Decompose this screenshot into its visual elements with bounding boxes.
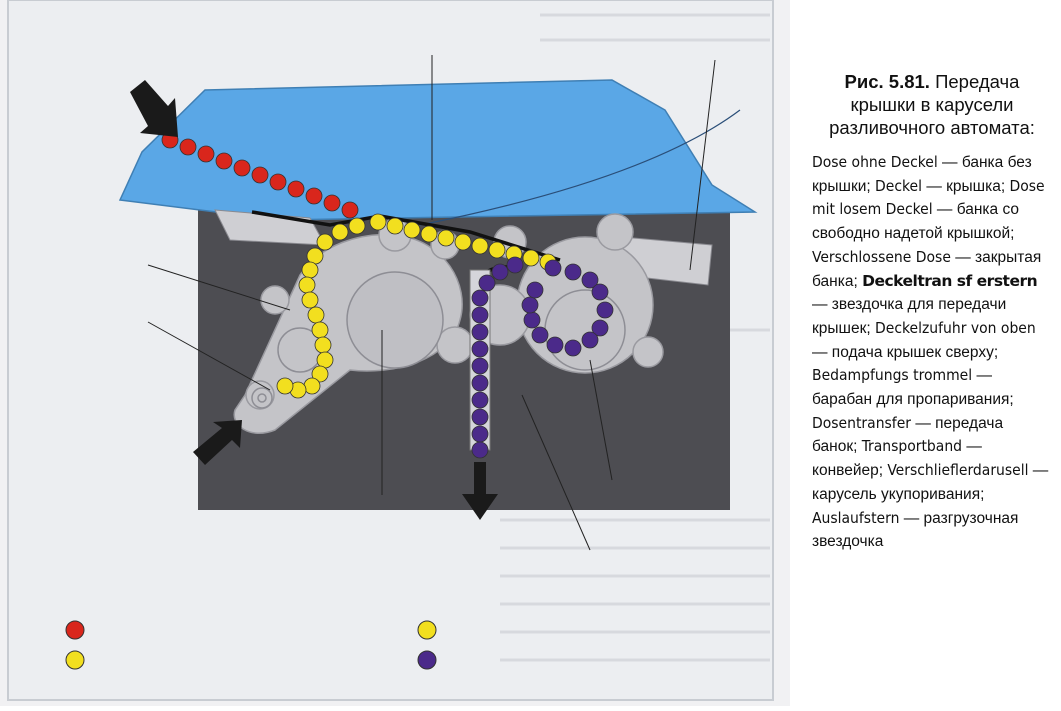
lid <box>299 277 315 293</box>
legend-definition: — разгрузочная звездочка <box>812 509 1019 551</box>
closed-can <box>472 392 488 408</box>
legend-definition: — банка без крышки; <box>812 154 1032 195</box>
legend-term: Deckeltran sf erstern <box>862 271 1038 290</box>
legend-dot-closed_purple <box>418 651 436 669</box>
closed-can <box>545 260 561 276</box>
can-without-lid <box>324 195 340 211</box>
closed-can <box>597 302 613 318</box>
closed-can <box>522 297 538 313</box>
closed-can <box>472 426 488 442</box>
lid <box>489 242 505 258</box>
closed-can <box>472 324 488 340</box>
closed-can <box>492 264 508 280</box>
legend-dot-can_red <box>66 621 84 639</box>
closed-can <box>472 307 488 323</box>
lid <box>455 234 471 250</box>
lid <box>472 238 488 254</box>
closed-can <box>472 409 488 425</box>
legend-definition: — закрытая банка; <box>812 248 1042 290</box>
legend-dot-lid_yellow <box>418 621 436 639</box>
closed-can <box>507 257 523 273</box>
lid <box>302 262 318 278</box>
legend-term: Dose mit losem Deckel <box>812 176 1045 219</box>
lid <box>370 214 386 230</box>
lid <box>312 322 328 338</box>
lid <box>438 230 454 246</box>
legend-list <box>812 151 1052 554</box>
legend-term: Dose ohne Deckel <box>812 153 938 171</box>
closed-can <box>472 358 488 374</box>
figure-label: Рис. 5.81. <box>844 71 930 92</box>
legend-definition: — подача крышек сверху; <box>812 343 999 361</box>
lid <box>277 378 293 394</box>
can-without-lid <box>198 146 214 162</box>
legend-definition: — банка со свободно надетой крышкой; <box>812 201 1020 243</box>
closed-can <box>582 332 598 348</box>
lid <box>421 226 437 242</box>
closed-can <box>472 341 488 357</box>
closed-can <box>592 284 608 300</box>
legend-definition: — барабан для пропаривания; <box>812 367 1014 409</box>
closed-can <box>472 290 488 306</box>
legend-term: Dosentransfer <box>812 413 912 432</box>
can-without-lid <box>342 202 358 218</box>
legend-definition: — конвейер; <box>812 438 982 480</box>
can-without-lid <box>288 181 304 197</box>
closed-can <box>527 282 543 298</box>
can-without-lid <box>216 153 232 169</box>
legend-definition: — крышка; <box>922 177 1006 195</box>
legend-term: Bedampfungs trommel <box>812 366 973 385</box>
lid <box>349 218 365 234</box>
lid <box>304 378 320 394</box>
lid <box>315 337 331 353</box>
can-without-lid <box>180 139 196 155</box>
legend-definition: — звездочка для передачи крышек; <box>812 296 1007 337</box>
closed-can <box>565 264 581 280</box>
figure-caption <box>812 70 1052 554</box>
lid <box>317 352 333 368</box>
legend-term: Verschlossene Dose <box>812 247 951 266</box>
closed-can <box>532 327 548 343</box>
legend-term: Deckel <box>875 176 923 195</box>
lid <box>387 218 403 234</box>
lid <box>332 224 348 240</box>
lid <box>317 234 333 250</box>
lid <box>307 248 323 264</box>
legend-term: Auslaufstern <box>812 508 900 527</box>
legend-definition: — карусель укупоривания; <box>812 462 1049 503</box>
can-without-lid <box>234 160 250 176</box>
closed-can <box>524 312 540 328</box>
lid <box>404 222 420 238</box>
closed-can <box>565 340 581 356</box>
closed-can <box>547 337 563 353</box>
legend-dot-lid_yellow <box>66 651 84 669</box>
lid <box>308 307 324 323</box>
caption-text: Передача крышки в карусели разливочного автомата: <box>829 71 1035 138</box>
legend-definition: — передача банок; <box>812 414 1004 456</box>
can-without-lid <box>270 174 286 190</box>
closed-can <box>472 375 488 391</box>
closed-can <box>472 442 488 458</box>
can-without-lid <box>306 188 322 204</box>
legend-term: Deckelzufuhr von oben <box>875 318 1036 337</box>
legend-term: Transportband <box>861 437 963 456</box>
caption-title <box>812 70 1052 139</box>
legend-term: Verschlieflerdarusell <box>887 461 1029 480</box>
can-without-lid <box>252 167 268 183</box>
lid <box>302 292 318 308</box>
closed-can <box>479 275 495 291</box>
lid <box>523 250 539 266</box>
